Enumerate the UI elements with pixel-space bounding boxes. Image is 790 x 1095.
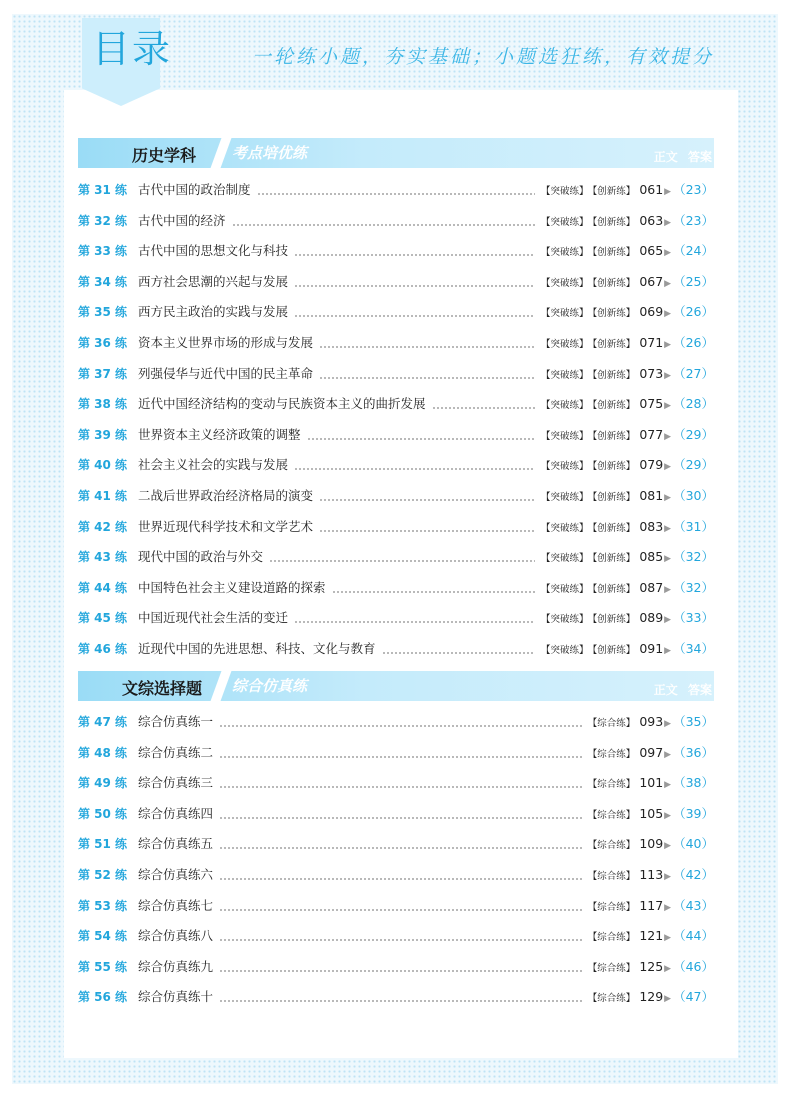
- body-page-number: 091: [639, 641, 664, 656]
- exercise-title: 综合仿真练八: [138, 926, 213, 946]
- answer-page-number: （23）: [673, 212, 714, 228]
- page-refs: [588, 957, 714, 979]
- toc-row[interactable]: [78, 425, 714, 445]
- exercise-type-label: 【综合练】: [587, 932, 636, 944]
- answer-page-number: （35）: [673, 714, 714, 729]
- answer-page-number: （31）: [673, 518, 714, 534]
- dot-leader: [319, 530, 535, 532]
- column-headers: [654, 681, 712, 698]
- exercise-type-label: 【突破练】: [541, 369, 589, 381]
- exercise-number: 第 48 练: [78, 745, 128, 760]
- exercise-number: 第 39 练: [78, 427, 128, 442]
- exercise-number: 第 54 练: [78, 929, 128, 944]
- exercise-type-label: 【创新练】: [592, 277, 636, 289]
- exercise-type-label: 【突破练】: [541, 553, 589, 565]
- exercise-number: 第 50 练: [78, 806, 128, 821]
- page-refs: [541, 394, 714, 416]
- toc-row[interactable]: [78, 241, 714, 261]
- dot-leader: [219, 725, 582, 727]
- body-page-number: 067: [639, 273, 664, 289]
- answer-page-number: （36）: [673, 744, 714, 760]
- exercise-title: 近现代中国的先进思想、科技、文化与教育: [138, 639, 376, 659]
- exercise-type-label: 【综合练】: [587, 748, 636, 760]
- arrow-right-icon: ▶: [664, 217, 672, 228]
- page-refs: [541, 547, 714, 569]
- exercise-type-label: 【突破练】: [541, 614, 589, 626]
- body-page-number: 071: [639, 335, 664, 350]
- dot-leader: [219, 817, 582, 819]
- toc-row[interactable]: [78, 926, 714, 946]
- exercise-type-label: 【综合练】: [587, 962, 636, 974]
- toc-row[interactable]: [78, 804, 714, 824]
- answer-page-number: （33）: [673, 610, 714, 626]
- toc-row[interactable]: [78, 639, 714, 659]
- arrow-right-icon: ▶: [664, 248, 672, 259]
- dot-leader: [332, 591, 535, 593]
- dot-leader: [232, 224, 535, 226]
- arrow-right-icon: ▶: [664, 646, 672, 656]
- exercise-title: 古代中国的经济: [138, 211, 226, 231]
- dot-leader: [382, 652, 535, 654]
- answer-page-number: （40）: [673, 836, 714, 852]
- body-page-number: 075: [639, 396, 664, 412]
- dot-leader: [219, 847, 582, 849]
- exercise-title: 综合仿真练一: [138, 712, 213, 732]
- exercise-type-label: 【突破练】: [541, 277, 589, 289]
- answer-page-number: （32）: [673, 549, 714, 565]
- exercise-number: 第 38 练: [78, 397, 128, 412]
- body-page-number: 105: [639, 805, 664, 821]
- exercise-title: 现代中国的政治与外交: [138, 547, 263, 567]
- answer-page-number: （42）: [673, 867, 714, 882]
- dot-leader: [307, 438, 535, 440]
- arrow-right-icon: ▶: [664, 523, 672, 534]
- answer-page-number: （26）: [673, 304, 714, 320]
- page-refs: [588, 865, 714, 887]
- answer-page-number: （43）: [673, 897, 714, 913]
- section-title: 文综选择题: [122, 679, 203, 698]
- page-refs: [588, 712, 714, 734]
- body-page-number: 129: [639, 989, 664, 1005]
- exercise-title: 西方社会思潮的兴起与发展: [138, 272, 288, 292]
- exercise-type-label: 【创新练】: [592, 400, 636, 412]
- toc-row[interactable]: [78, 834, 714, 854]
- exercise-type-label: 【创新练】: [592, 186, 636, 197]
- page-refs: [588, 926, 714, 948]
- page-refs: [541, 639, 714, 661]
- exercise-type-label: 【突破练】: [541, 247, 589, 259]
- exercise-number: 第 31 练: [78, 183, 128, 197]
- answer-page-number: （23）: [673, 182, 714, 197]
- exercise-type-label: 【创新练】: [592, 461, 636, 473]
- exercise-type-label: 【突破练】: [541, 339, 589, 350]
- exercise-title: 列强侵华与近代中国的民主革命: [138, 364, 313, 384]
- answer-page-number: （30）: [673, 488, 714, 503]
- answer-page-number: （25）: [673, 273, 714, 289]
- exercise-type-label: 【综合练】: [587, 809, 636, 821]
- exercise-title: 古代中国的政治制度: [138, 180, 251, 200]
- exercise-type-label: 【创新练】: [592, 614, 636, 626]
- page-refs: [541, 211, 714, 233]
- exercise-type-label: 【突破练】: [541, 216, 589, 228]
- exercise-title: 中国近现代社会生活的变迁: [138, 608, 288, 628]
- exercise-title: 西方民主政治的实践与发展: [138, 302, 288, 322]
- dot-leader: [219, 1000, 582, 1002]
- exercise-title: 古代中国的思想文化与科技: [138, 241, 288, 261]
- exercise-number: 第 32 练: [78, 213, 128, 228]
- answer-page-number: （47）: [673, 989, 714, 1005]
- toc-row[interactable]: [78, 364, 714, 384]
- exercise-number: 第 40 练: [78, 458, 128, 473]
- exercise-type-label: 【创新练】: [592, 522, 636, 534]
- exercise-number: 第 33 练: [78, 244, 128, 259]
- exercise-type-label: 【创新练】: [592, 339, 636, 350]
- arrow-right-icon: ▶: [664, 309, 672, 320]
- exercise-number: 第 49 练: [78, 776, 128, 791]
- page-refs: [541, 608, 714, 630]
- body-page-number: 113: [639, 867, 664, 882]
- page-refs: [541, 486, 714, 508]
- dot-leader: [219, 786, 582, 788]
- page-refs: [588, 743, 714, 765]
- answer-page-number: （46）: [673, 958, 714, 974]
- answer-page-number: （32）: [673, 579, 714, 595]
- toc-row[interactable]: [78, 486, 714, 506]
- arrow-right-icon: ▶: [664, 841, 672, 852]
- arrow-right-icon: ▶: [664, 994, 672, 1005]
- page-refs: [541, 517, 714, 539]
- toc-row[interactable]: [78, 455, 714, 475]
- body-page-number: 079: [639, 457, 664, 473]
- exercise-title: 综合仿真练二: [138, 743, 213, 763]
- dot-leader: [219, 909, 582, 911]
- exercise-type-label: 【突破练】: [541, 645, 589, 656]
- exercise-title: 综合仿真练五: [138, 834, 213, 854]
- exercise-type-label: 【综合练】: [587, 840, 636, 852]
- arrow-right-icon: ▶: [664, 278, 672, 289]
- toc-row[interactable]: [78, 608, 714, 628]
- exercise-type-label: 【创新练】: [592, 369, 636, 381]
- exercise-title: 世界近现代科学技术和文学艺术: [138, 517, 313, 537]
- exercise-type-label: 【创新练】: [592, 553, 636, 565]
- arrow-right-icon: ▶: [664, 584, 672, 595]
- exercise-number: 第 44 练: [78, 580, 128, 595]
- exercise-number: 第 52 练: [78, 868, 128, 882]
- section-subtitle: 考点培优练: [232, 144, 308, 162]
- body-page-number: 125: [639, 958, 664, 974]
- exercise-number: 第 51 练: [78, 837, 128, 852]
- answer-page-number: （39）: [673, 805, 714, 821]
- arrow-right-icon: ▶: [664, 963, 672, 974]
- exercise-type-label: 【创新练】: [592, 308, 636, 320]
- exercise-title: 资本主义世界市场的形成与发展: [138, 333, 313, 353]
- dot-leader: [294, 621, 535, 623]
- exercise-number: 第 36 练: [78, 336, 128, 350]
- arrow-right-icon: ▶: [664, 493, 672, 503]
- exercise-number: 第 45 练: [78, 611, 128, 626]
- page-refs: [541, 241, 714, 263]
- section-title: 历史学科: [132, 146, 197, 165]
- exercise-title: 二战后世界政治经济格局的演变: [138, 486, 313, 506]
- body-page-number: 101: [639, 775, 664, 791]
- answer-page-number: （24）: [673, 243, 714, 259]
- arrow-right-icon: ▶: [664, 719, 672, 729]
- exercise-type-label: 【突破练】: [541, 492, 589, 503]
- arrow-right-icon: ▶: [664, 780, 672, 791]
- body-page-number: 061: [639, 182, 664, 197]
- page-refs: [588, 987, 714, 1009]
- dot-leader: [294, 254, 535, 256]
- arrow-right-icon: ▶: [664, 615, 672, 626]
- body-page-number: 117: [639, 897, 664, 913]
- section-divider: [211, 671, 232, 701]
- answer-page-number: （26）: [673, 335, 714, 350]
- dot-leader: [257, 193, 535, 195]
- answer-page-number: （28）: [673, 396, 714, 412]
- toc-row[interactable]: [78, 865, 714, 885]
- exercise-title: 社会主义社会的实践与发展: [138, 455, 288, 475]
- exercise-type-label: 【创新练】: [592, 583, 636, 595]
- exercise-type-label: 【创新练】: [592, 247, 636, 259]
- body-page-number: 109: [639, 836, 664, 852]
- toc-row[interactable]: [78, 211, 714, 231]
- exercise-type-label: 【综合练】: [587, 993, 636, 1005]
- col-body-label: 正文: [653, 150, 678, 164]
- toc-row[interactable]: [78, 773, 714, 793]
- arrow-right-icon: ▶: [664, 462, 672, 473]
- toc-row[interactable]: [78, 712, 714, 732]
- slogan: 一轮练小题，夯实基础；小题选狂练，有效提分: [252, 46, 715, 68]
- toc-row[interactable]: [78, 394, 714, 414]
- page-refs: [588, 834, 714, 856]
- dot-leader: [269, 560, 535, 562]
- arrow-right-icon: ▶: [664, 749, 672, 760]
- toc-row[interactable]: [78, 180, 714, 200]
- dot-leader: [219, 970, 582, 972]
- toc-row[interactable]: [78, 743, 714, 763]
- dot-leader: [294, 315, 535, 317]
- arrow-right-icon: ▶: [664, 810, 672, 821]
- section-divider: [211, 138, 232, 168]
- exercise-number: 第 56 练: [78, 990, 128, 1005]
- toc-row[interactable]: [78, 517, 714, 537]
- arrow-right-icon: ▶: [664, 401, 672, 412]
- page-refs: [541, 272, 714, 294]
- dot-leader: [319, 499, 535, 501]
- exercise-title: 综合仿真练三: [138, 773, 213, 793]
- answer-page-number: （29）: [673, 426, 714, 442]
- exercise-type-label: 【创新练】: [592, 430, 636, 442]
- body-page-number: 121: [639, 928, 664, 944]
- exercise-title: 综合仿真练九: [138, 957, 213, 977]
- body-page-number: 089: [639, 610, 664, 626]
- exercise-type-label: 【突破练】: [541, 522, 589, 534]
- dot-leader: [432, 407, 535, 409]
- exercise-type-label: 【综合练】: [587, 779, 636, 791]
- exercise-number: 第 53 练: [78, 898, 128, 913]
- body-page-number: 087: [639, 579, 664, 595]
- exercise-number: 第 46 练: [78, 642, 128, 656]
- arrow-right-icon: ▶: [664, 554, 672, 565]
- dot-leader: [294, 285, 535, 287]
- exercise-number: 第 43 练: [78, 550, 128, 565]
- answer-page-number: （29）: [673, 457, 714, 473]
- exercise-number: 第 35 练: [78, 305, 128, 320]
- exercise-type-label: 【突破练】: [541, 430, 589, 442]
- body-page-number: 069: [639, 304, 664, 320]
- exercise-title: 世界资本主义经济政策的调整: [138, 425, 301, 445]
- answer-page-number: （27）: [673, 365, 714, 381]
- page-title: 目录: [92, 27, 173, 71]
- body-page-number: 097: [639, 744, 664, 760]
- toc-row[interactable]: [78, 333, 714, 353]
- body-page-number: 081: [639, 488, 664, 503]
- arrow-right-icon: ▶: [664, 902, 672, 913]
- col-answer-label: 答案: [687, 683, 712, 697]
- page-refs: [588, 773, 714, 795]
- section-header-history: [78, 138, 714, 168]
- exercise-title: 综合仿真练四: [138, 804, 213, 824]
- toc-row[interactable]: [78, 547, 714, 567]
- exercise-number: 第 34 练: [78, 274, 128, 289]
- arrow-right-icon: ▶: [664, 872, 672, 882]
- exercise-type-label: 【突破练】: [541, 186, 589, 197]
- body-page-number: 065: [639, 243, 664, 259]
- exercise-title: 综合仿真练十: [138, 987, 213, 1007]
- exercise-type-label: 【突破练】: [541, 308, 589, 320]
- section-header-comprehensive: [78, 671, 714, 701]
- arrow-right-icon: ▶: [664, 187, 672, 197]
- dot-leader: [219, 878, 582, 880]
- dot-leader: [319, 346, 535, 348]
- col-body-label: 正文: [653, 683, 678, 697]
- exercise-title: 中国特色社会主义建设道路的探索: [138, 578, 326, 598]
- dot-leader: [319, 377, 535, 379]
- exercise-type-label: 【创新练】: [592, 645, 636, 656]
- exercise-type-label: 【突破练】: [541, 583, 589, 595]
- body-page-number: 063: [639, 212, 664, 228]
- dot-leader: [219, 939, 582, 941]
- page-refs: [541, 425, 714, 447]
- body-page-number: 093: [639, 714, 664, 729]
- exercise-type-label: 【创新练】: [592, 216, 636, 228]
- col-answer-label: 答案: [687, 150, 712, 164]
- exercise-number: 第 37 练: [78, 366, 128, 381]
- exercise-title: 综合仿真练六: [138, 865, 213, 885]
- exercise-type-label: 【创新练】: [592, 492, 636, 503]
- page-refs: [541, 333, 714, 355]
- page-refs: [541, 364, 714, 386]
- toc-row[interactable]: [78, 896, 714, 916]
- exercise-type-label: 【综合练】: [587, 718, 636, 729]
- exercise-type-label: 【综合练】: [587, 901, 636, 913]
- arrow-right-icon: ▶: [664, 340, 672, 350]
- page-refs: [588, 804, 714, 826]
- body-page-number: 085: [639, 549, 664, 565]
- answer-page-number: （44）: [673, 928, 714, 944]
- exercise-number: 第 55 练: [78, 959, 128, 974]
- page-refs: [541, 302, 714, 324]
- answer-page-number: （38）: [673, 775, 714, 791]
- exercise-type-label: 【综合练】: [587, 871, 636, 882]
- dot-leader: [294, 468, 535, 470]
- body-page-number: 083: [639, 518, 664, 534]
- toc-row[interactable]: [78, 987, 714, 1007]
- exercise-type-label: 【突破练】: [541, 461, 589, 473]
- exercise-title: 近代中国经济结构的变动与民族资本主义的曲折发展: [138, 394, 426, 414]
- column-headers: [654, 148, 712, 165]
- toc-row[interactable]: [78, 302, 714, 322]
- answer-page-number: （34）: [673, 641, 714, 656]
- exercise-title: 综合仿真练七: [138, 896, 213, 916]
- page-refs: [541, 578, 714, 600]
- page-refs: [588, 896, 714, 918]
- exercise-number: 第 41 练: [78, 489, 128, 503]
- arrow-right-icon: ▶: [664, 933, 672, 944]
- body-page-number: 073: [639, 365, 664, 381]
- toc-row[interactable]: [78, 957, 714, 977]
- page-refs: [541, 455, 714, 477]
- body-page-number: 077: [639, 426, 664, 442]
- toc-row[interactable]: [78, 272, 714, 292]
- section-subtitle: 综合仿真练: [232, 677, 308, 695]
- exercise-number: 第 47 练: [78, 715, 128, 729]
- page-refs: [541, 180, 714, 202]
- toc-row[interactable]: [78, 578, 714, 598]
- arrow-right-icon: ▶: [664, 370, 672, 381]
- exercise-number: 第 42 练: [78, 519, 128, 534]
- exercise-type-label: 【突破练】: [541, 400, 589, 412]
- arrow-right-icon: ▶: [664, 431, 672, 442]
- dot-leader: [219, 756, 582, 758]
